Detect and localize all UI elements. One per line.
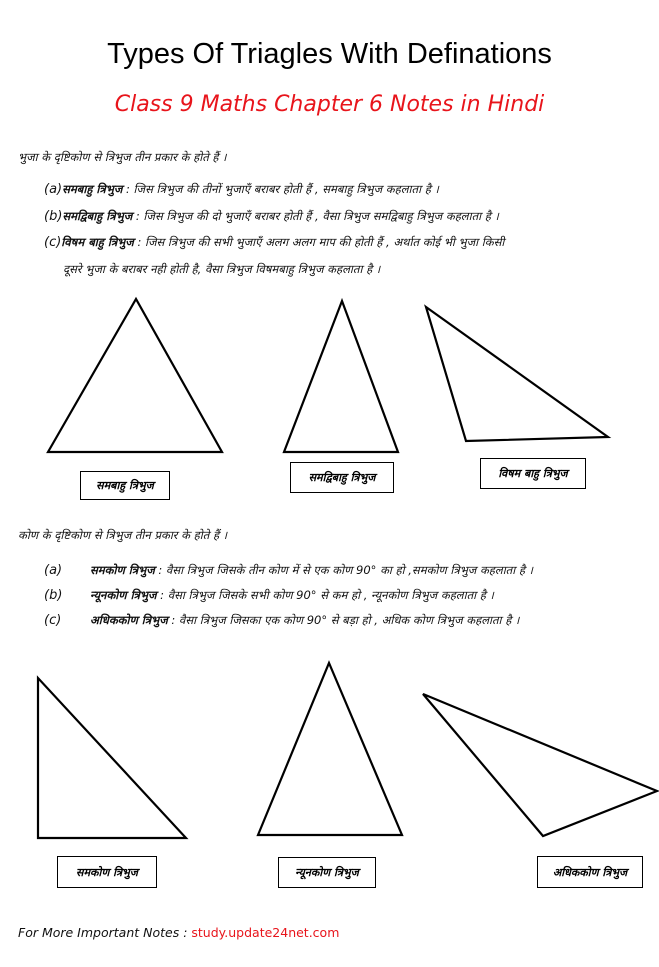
- label-obtuse: अधिककोण त्रिभुज: [537, 856, 643, 888]
- label-equilateral: समबाहु त्रिभुज: [80, 471, 170, 500]
- item-marker: (b): [44, 588, 63, 603]
- sides-item-c-continuation: दूसरे भुजा के बराबर नही होती है, वैसा त्रिभुज विषमबाहु त्रिभुज कहलाता है ।: [63, 262, 381, 276]
- scalene-triangle-shape: [426, 307, 608, 441]
- item-definition: : जिस त्रिभुज की दो भुजाएँ बराबर होती हैं , वैसा त्रिभुज समद्विबाहु त्रिभुज कहलाता है ।: [132, 209, 499, 223]
- item-definition: : जिस त्रिभुज की तीनों भुजाएँ बराबर होती हैं , समबाहु त्रिभुज कहलाता है ।: [122, 182, 439, 196]
- item-marker: (a): [44, 563, 63, 578]
- item-marker: (c): [44, 613, 62, 628]
- label-acute: न्यूनकोण त्रिभुज: [278, 857, 376, 888]
- item-definition: : वैसा त्रिभुज जिसके तीन कोण में से एक कोण 90° का हो ,समकोण त्रिभुज कहलाता है ।: [154, 563, 533, 577]
- item-term: समकोण त्रिभुज: [90, 563, 155, 577]
- item-marker: (a): [44, 182, 63, 197]
- item-definition: : जिस त्रिभुज की सभी भुजाएँ अलग अलग माप की होती हैं , अर्थात कोई भी भुजा किसी: [133, 235, 505, 249]
- item-term: समद्विबाहु त्रिभुज: [62, 209, 133, 223]
- item-marker: (b): [44, 209, 63, 224]
- angles-intro: कोण के दृष्टिकोण से त्रिभुज तीन प्रकार के होते हैं ।: [18, 528, 228, 542]
- label-scalene: विषम बाहु त्रिभुज: [480, 458, 586, 489]
- page-title: Types Of Triagles With Definations: [107, 38, 552, 70]
- item-term: विषम बाहु त्रिभुज: [61, 235, 134, 249]
- acute-triangle-shape: [258, 663, 402, 835]
- item-definition: : वैसा त्रिभुज जिसके सभी कोण 90° से कम हो , न्यूनकोण त्रिभुज कहलाता है ।: [156, 588, 494, 602]
- item-definition: : वैसा त्रिभुज जिसका एक कोण 90° से बड़ा हो , अधिक कोण त्रिभुज कहलाता है ।: [167, 613, 520, 627]
- label-isosceles: समद्विबाहु त्रिभुज: [290, 462, 394, 493]
- footer: [18, 925, 339, 940]
- item-term: न्यूनकोण त्रिभुज: [90, 588, 157, 602]
- equilateral-triangle-shape: [48, 299, 222, 452]
- footer-label: For More Important Notes :: [18, 925, 192, 940]
- page-subtitle: Class 9 Maths Chapter 6 Notes in Hindi: [114, 92, 545, 117]
- label-right: समकोण त्रिभुज: [57, 856, 157, 888]
- sides-intro: भुजा के दृष्टिकोण से त्रिभुज तीन प्रकार के होते हैं ।: [18, 150, 227, 164]
- footer-link[interactable]: study.update24net.com: [191, 925, 340, 940]
- item-marker: (c): [44, 235, 62, 250]
- isosceles-triangle-shape: [284, 301, 398, 452]
- obtuse-triangle-shape: [423, 694, 657, 836]
- right-triangle-shape: [38, 678, 186, 838]
- item-term: समबाहु त्रिभुज: [62, 182, 123, 196]
- item-term: अधिककोण त्रिभुज: [90, 613, 168, 627]
